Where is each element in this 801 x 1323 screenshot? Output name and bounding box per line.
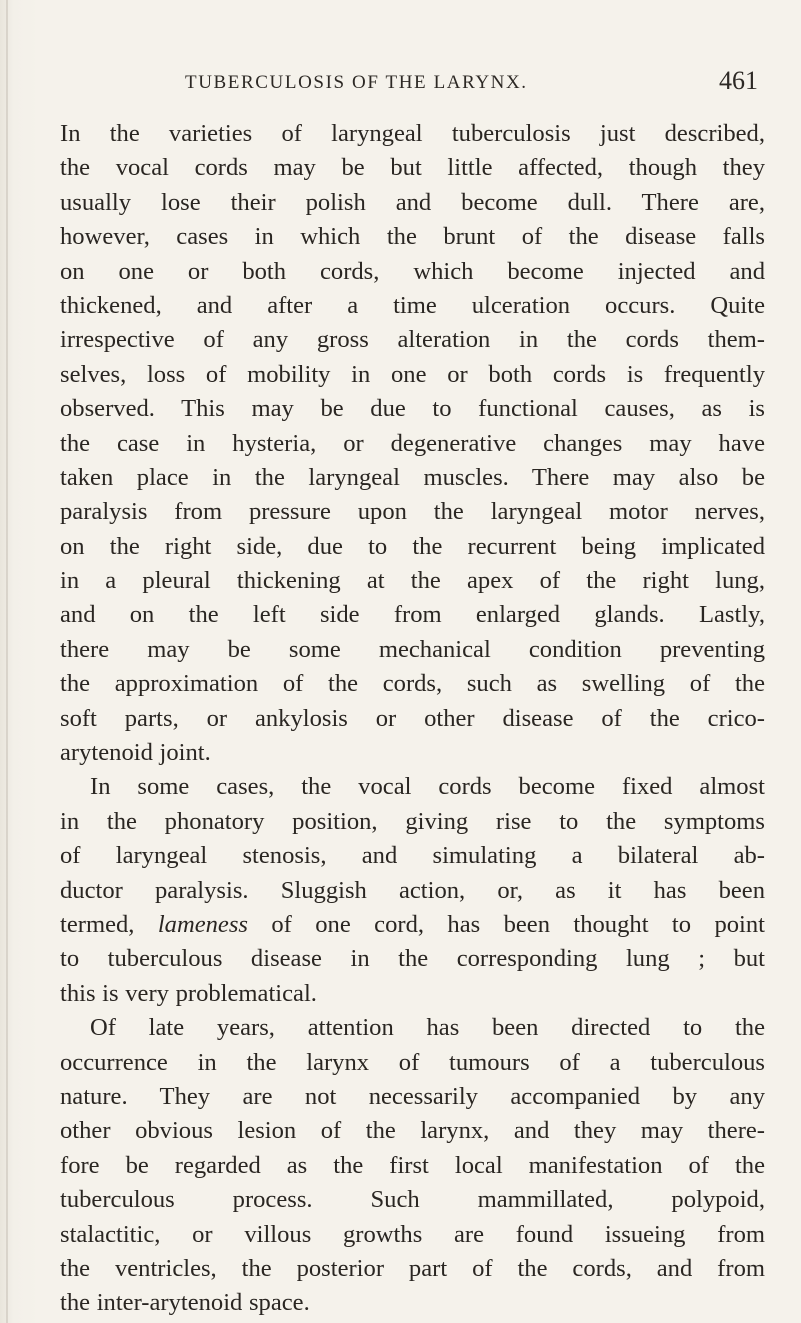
text-line-with-emphasis — [60, 908, 765, 942]
text-line: In some cases, the vocal cords become fixed almost — [90, 773, 765, 801]
paragraph-1 — [60, 117, 765, 770]
text-line: usually lose their polish and become dull. There are, — [60, 188, 765, 216]
text-line: occurrence in the larynx of tumours of a tuberculous — [60, 1048, 765, 1076]
text-line: fore be regarded as the first local manifestation of the — [60, 1151, 765, 1179]
text-line: other obvious lesion of the larynx, and they may there- — [60, 1117, 765, 1145]
text-line: there may be some mechanical condition preventing — [60, 635, 765, 663]
paragraph-2 — [60, 770, 765, 1011]
text-line: however, cases in which the brunt of the disease falls — [60, 223, 765, 251]
text-line: to tuberculous disease in the corresponding lung ; but — [60, 945, 765, 973]
paragraph-3 — [60, 1011, 765, 1321]
text-line: the ventricles, the posterior part of the cords, and from — [60, 1254, 765, 1282]
text-line: this is very problematical. — [60, 979, 317, 1007]
text-line: thickened, and after a time ulceration occurs. Quite — [60, 291, 765, 319]
text-line: in the phonatory position, giving rise to the symptoms — [60, 807, 765, 835]
text-line: In the varieties of laryngeal tuberculosis just described, — [60, 120, 765, 147]
binding-gutter — [6, 0, 8, 1323]
text-line: soft parts, or ankylosis or other disease of the crico- — [60, 704, 765, 732]
text-line: of laryngeal stenosis, and simulating a bilateral ab- — [60, 842, 765, 870]
text-fragment: termed, — [60, 910, 158, 938]
text-line: on one or both cords, which become injected and — [60, 257, 765, 285]
text-line: observed. This may be due to functional causes, as is — [60, 395, 765, 423]
text-line: irrespective of any gross alteration in the cords them- — [60, 326, 765, 354]
text-line: taken place in the laryngeal muscles. There may also be — [60, 463, 765, 491]
text-line: ductor paralysis. Sluggish action, or, as it has been — [60, 876, 765, 904]
body-text — [60, 117, 765, 1321]
page-number: 461 — [719, 66, 758, 95]
text-line: arytenoid joint. — [60, 739, 211, 767]
text-line: nature. They are not necessarily accompanied by any — [60, 1082, 765, 1110]
text-line: selves, loss of mobility in one or both cords is frequently — [60, 360, 765, 388]
page-header — [0, 66, 801, 106]
emphasized-term: lameness — [157, 910, 248, 938]
text-line: on the right side, due to the recurrent being implicated — [60, 532, 765, 560]
text-line: Of late years, attention has been directed to the — [90, 1014, 765, 1042]
text-line: tuberculous process. Such mammillated, polypoid, — [60, 1186, 765, 1214]
running-head: TUBERCULOSIS OF THE LARYNX. — [185, 72, 528, 93]
text-line: the inter-arytenoid space. — [60, 1289, 310, 1317]
text-line: and on the left side from enlarged glands. Lastly, — [60, 601, 765, 629]
text-line: the approximation of the cords, such as swelling of the — [60, 670, 765, 698]
text-line: paralysis from pressure upon the laryngeal motor nerves, — [60, 498, 765, 526]
text-fragment: of one cord, has been thought to point — [248, 910, 765, 938]
text-line: in a pleural thickening at the apex of the right lung, — [60, 567, 765, 595]
text-line: stalactitic, or villous growths are found issueing from — [60, 1220, 765, 1248]
text-line: the case in hysteria, or degenerative changes may have — [60, 429, 765, 457]
text-line: the vocal cords may be but little affected, though they — [60, 154, 765, 182]
